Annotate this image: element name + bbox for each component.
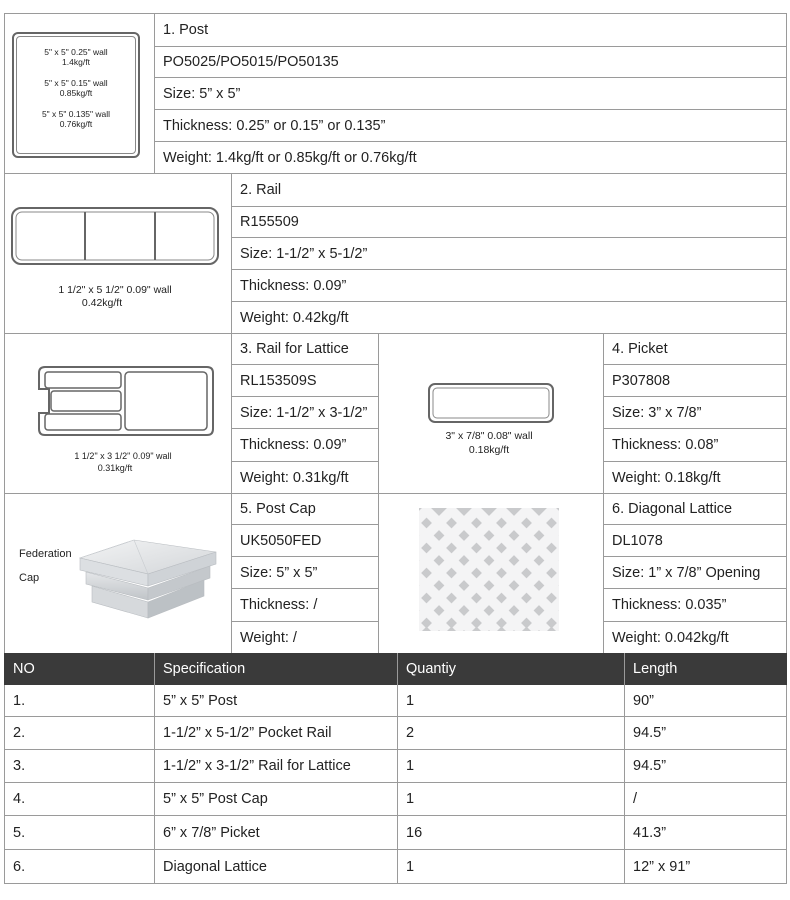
post-thickness: Thickness: 0.25” or 0.15” or 0.135” (163, 117, 386, 134)
post-cap-thickness: Thickness: / (240, 597, 318, 613)
lattice-size: Size: 1” x 7/8” Opening (612, 564, 761, 581)
rail-weight: Weight: 0.42kg/ft (240, 309, 349, 326)
lattice-rail-weight-label: 0.31kg/ft (97, 463, 133, 473)
row-quantity: 1 (406, 693, 415, 709)
lattice-rail-thickness: Thickness: 0.09” (240, 437, 347, 453)
frame-bottom (4, 883, 787, 884)
picket-weight: Weight: 0.18kg/ft (612, 469, 721, 486)
post-spec-label-1: 5" x 5" 0.25" wall (44, 47, 108, 57)
rail-thickness: Thickness: 0.09” (240, 277, 347, 294)
post-cap-title: 5. Post Cap (240, 501, 316, 517)
post-spec-label-3: 5" x 5" 0.135" wall (41, 109, 111, 119)
row-no: 4. (13, 791, 26, 807)
row-no: 1. (13, 693, 26, 709)
post-weight: Weight: 1.4kg/ft or 0.85kg/ft or 0.76kg/ft (163, 149, 417, 166)
post-cap-label-2: Cap (19, 572, 40, 584)
post-title: 1. Post (163, 22, 209, 38)
row-quantity: 1 (406, 791, 415, 807)
post-profile-diagram (12, 32, 140, 158)
picket-spec-label: 3" x 7/8" 0.08" wall (445, 430, 533, 442)
lattice-thickness: Thickness: 0.035” (612, 597, 727, 613)
lattice-rail-size: Size: 1-1/2” x 3-1/2” (240, 404, 368, 421)
post-weight-label-2: 0.85kg/ft (59, 88, 93, 98)
row-length: 94.5” (633, 758, 667, 774)
row-length: 94.5” (633, 725, 667, 741)
post-cap-size: Size: 5” x 5” (240, 564, 318, 581)
lattice-weight: Weight: 0.042kg/ft (612, 629, 729, 646)
post-cap-code: UK5050FED (240, 532, 322, 549)
rail-title: 2. Rail (240, 182, 282, 198)
post-spec-label-2: 5" x 5" 0.15" wall (44, 78, 108, 88)
rail-weight-label: 0.42kg/ft (81, 297, 123, 309)
post-size: Size: 5” x 5” (163, 85, 241, 102)
row-no: 6. (13, 858, 26, 875)
row-no: 5. (13, 824, 26, 841)
frame-right (786, 13, 787, 883)
table-header-length: Length (633, 661, 678, 677)
picket-weight-label: 0.18kg/ft (468, 444, 510, 456)
row-specification: 1-1/2” x 3-1/2” Rail for Lattice (163, 758, 351, 774)
row-length: 90” (633, 693, 654, 709)
post-weight-label-3: 0.76kg/ft (59, 119, 93, 129)
row-specification: 5” x 5” Post (163, 693, 238, 709)
table-header-specification: Specification (163, 661, 246, 677)
rail-code: R155509 (240, 214, 299, 230)
lattice-rail-profile-diagram (37, 365, 215, 437)
lattice-rail-weight: Weight: 0.31kg/ft (240, 469, 349, 486)
row-specification: 5” x 5” Post Cap (163, 791, 268, 807)
table-header-no: NO (13, 661, 35, 677)
picket-size: Size: 3” x 7/8” (612, 404, 702, 421)
picket-profile-diagram (427, 382, 555, 424)
post-weight-label-1: 1.4kg/ft (62, 57, 90, 67)
picket-thickness: Thickness: 0.08” (612, 437, 719, 453)
table-header-quantity: Quantiy (406, 661, 456, 677)
post-cap-label-1: Federation (19, 548, 72, 560)
lattice-rail-spec-label: 1 1/2" x 3 1/2" 0.09" wall (74, 451, 172, 461)
row-quantity: 2 (406, 725, 415, 741)
post-code: PO5025/PO5015/PO50135 (163, 54, 339, 70)
post-cap-weight: Weight: / (240, 629, 297, 646)
lattice-code: DL1078 (612, 532, 663, 549)
row-quantity: 16 (406, 824, 423, 841)
lattice-rail-title: 3. Rail for Lattice (240, 341, 349, 357)
row-no: 3. (13, 758, 26, 774)
diagonal-lattice-image (419, 508, 559, 631)
row-specification: 6” x 7/8” Picket (163, 824, 260, 841)
rail-profile-diagram (10, 206, 220, 266)
row-quantity: 1 (406, 858, 415, 875)
lattice-title: 6. Diagonal Lattice (612, 501, 733, 517)
row-quantity: 1 (406, 758, 415, 774)
row-specification: Diagonal Lattice (163, 858, 267, 875)
post-cap-image (78, 538, 228, 628)
picket-title: 4. Picket (612, 341, 668, 357)
rail-spec-label: 1 1/2" x 5 1/2" 0.09" wall (58, 284, 172, 296)
row-no: 2. (13, 725, 26, 741)
row-length: / (633, 791, 638, 807)
row-length: 12” x 91” (633, 858, 691, 875)
picket-code: P307808 (612, 372, 671, 389)
rail-size: Size: 1-1/2” x 5-1/2” (240, 245, 368, 262)
row-length: 41.3” (633, 824, 667, 841)
row-specification: 1-1/2” x 5-1/2” Pocket Rail (163, 725, 332, 741)
lattice-rail-code: RL153509S (240, 372, 317, 389)
